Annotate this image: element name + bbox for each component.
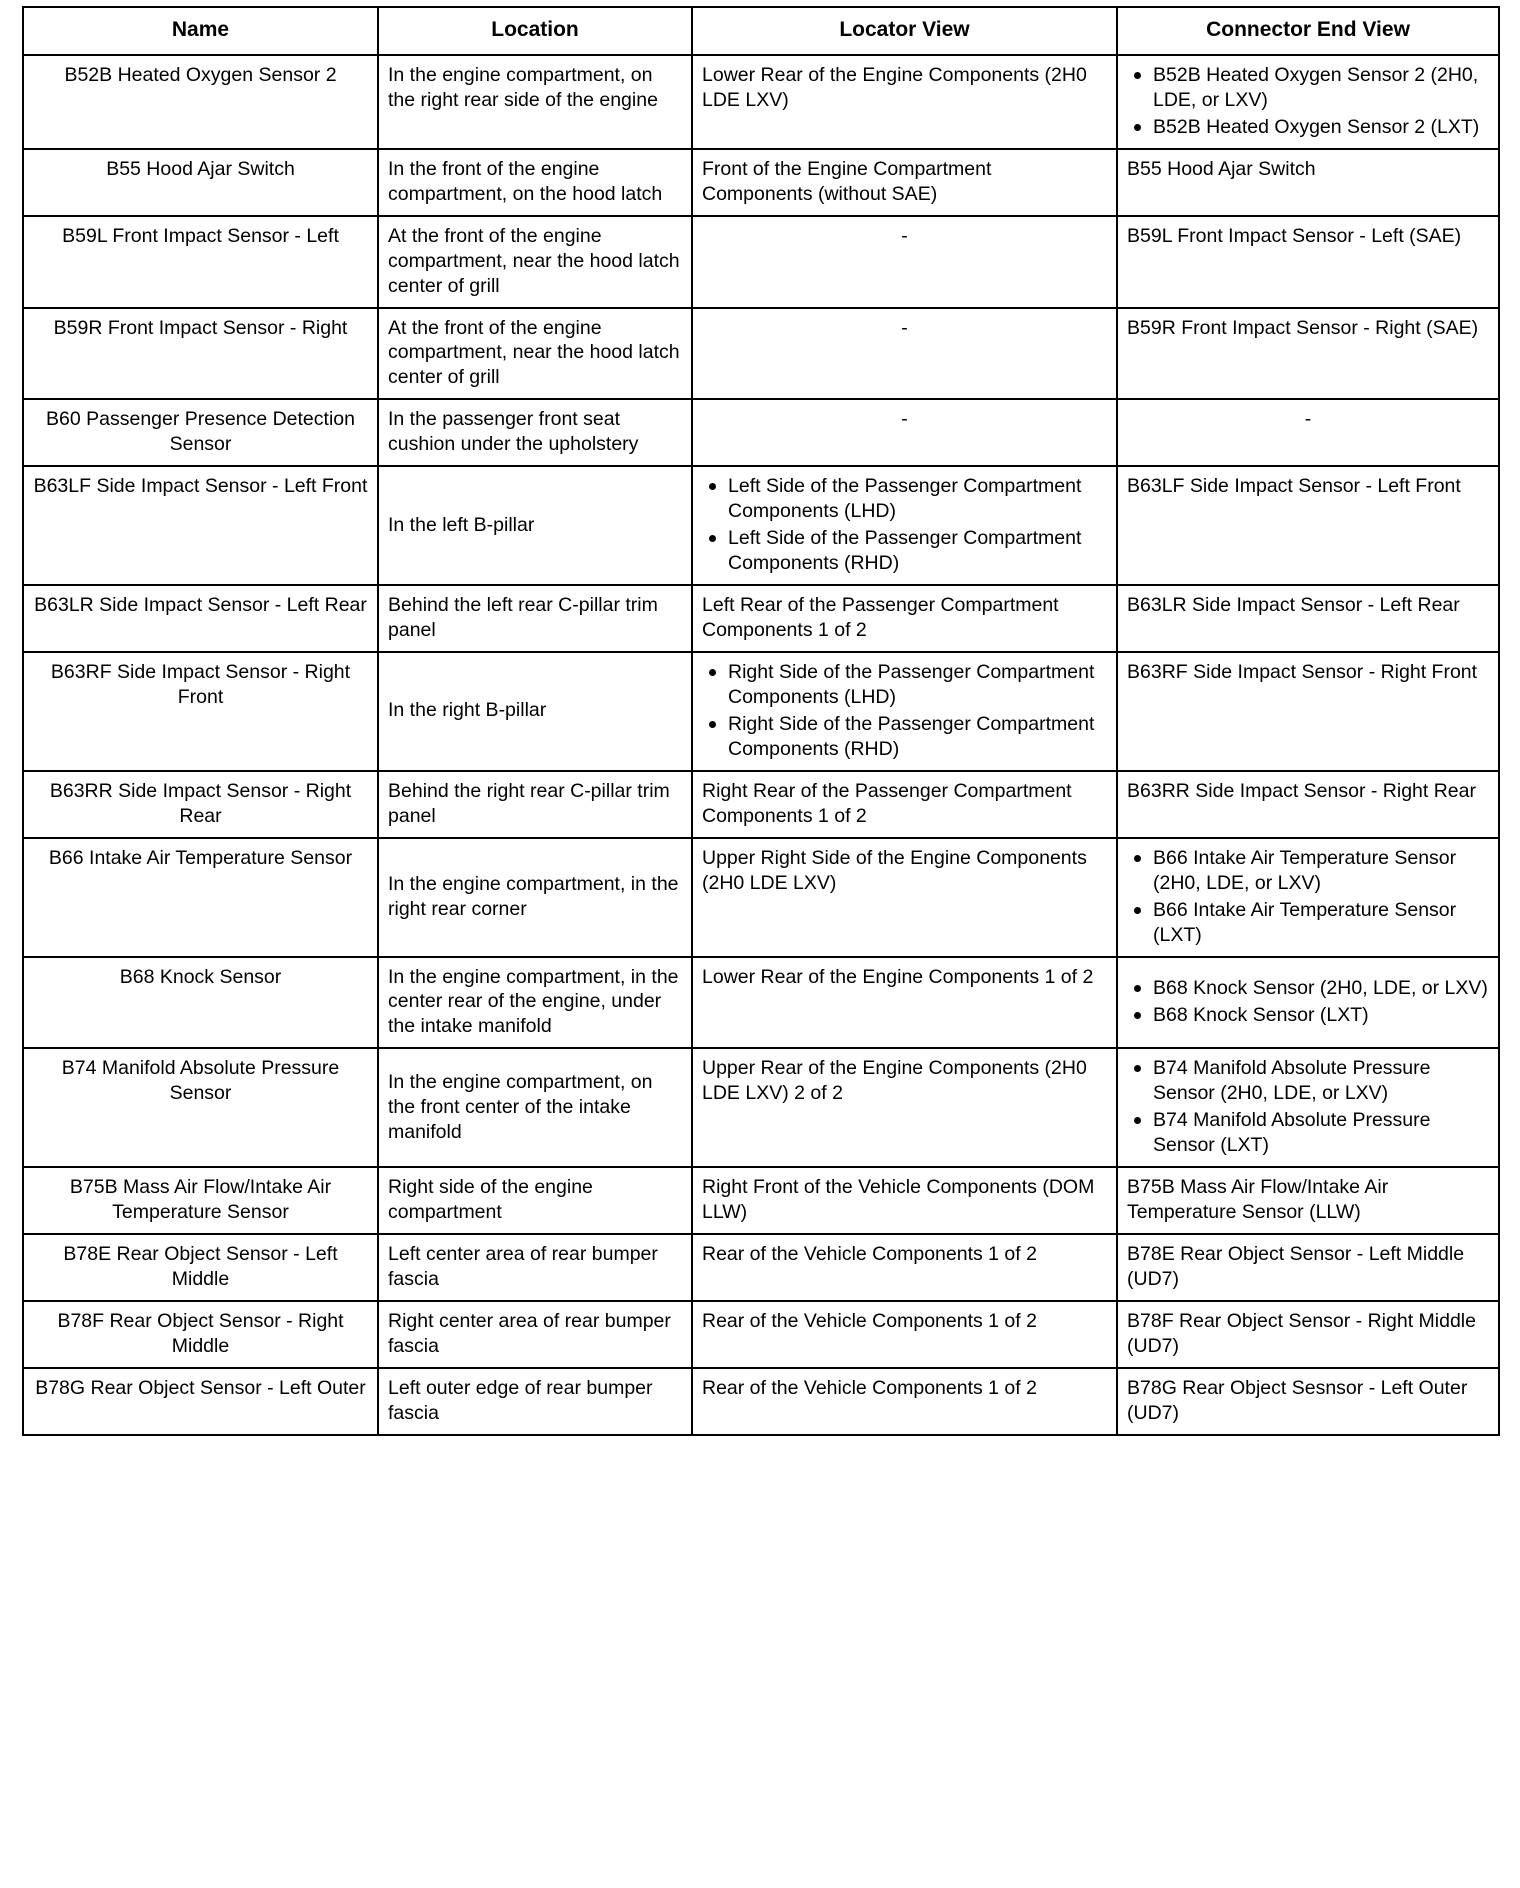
table-row — [23, 838, 1499, 957]
table-row — [23, 957, 1499, 1049]
list-item: B52B Heated Oxygen Sensor 2 (2H0, LDE, or LXV) — [1153, 63, 1489, 113]
cell-name: B59L Front Impact Sensor - Left — [23, 216, 378, 308]
cell-name: B75B Mass Air Flow/Intake Air Temperature Sensor — [23, 1167, 378, 1234]
cell-name: B55 Hood Ajar Switch — [23, 149, 378, 216]
cell-locator-view: Lower Rear of the Engine Components (2H0 LDE LXV) — [692, 55, 1117, 149]
connector-list — [1127, 976, 1489, 1028]
table-body — [23, 55, 1499, 1435]
list-item: B68 Knock Sensor (2H0, LDE, or LXV) — [1153, 976, 1488, 999]
cell-name: B78G Rear Object Sensor - Left Outer — [23, 1368, 378, 1435]
cell-location: Left outer edge of rear bumper fascia — [378, 1368, 692, 1435]
table-row — [23, 652, 1499, 771]
cell-connector-end-view: B55 Hood Ajar Switch — [1117, 149, 1499, 216]
cell-name: B74 Manifold Absolute Pressure Sensor — [23, 1048, 378, 1167]
list-item: Left Side of the Passenger Compartment Components (LHD) — [728, 474, 1107, 524]
cell-location: In the right B-pillar — [378, 652, 692, 771]
table-row — [23, 399, 1499, 466]
table-row — [23, 1301, 1499, 1368]
cell-location: In the engine compartment, in the right rear corner — [378, 838, 692, 957]
table-row — [23, 149, 1499, 216]
cell-locator-view: Rear of the Vehicle Components 1 of 2 — [692, 1234, 1117, 1301]
table-row — [23, 308, 1499, 400]
cell-connector-end-view: B63LR Side Impact Sensor - Left Rear — [1117, 585, 1499, 652]
cell-name: B78E Rear Object Sensor - Left Middle — [23, 1234, 378, 1301]
cell-connector-end-view: B75B Mass Air Flow/Intake Air Temperature Sensor (LLW) — [1117, 1167, 1499, 1234]
cell-connector-end-view — [1117, 1048, 1499, 1167]
table-row — [23, 585, 1499, 652]
cell-locator-view — [692, 466, 1117, 585]
cell-locator-view: Right Front of the Vehicle Components (DOM LLW) — [692, 1167, 1117, 1234]
cell-name: B63RF Side Impact Sensor - Right Front — [23, 652, 378, 771]
cell-locator-view: - — [692, 308, 1117, 400]
cell-connector-end-view — [1117, 55, 1499, 149]
cell-locator-view: Upper Right Side of the Engine Components (2H0 LDE LXV) — [692, 838, 1117, 957]
cell-location: At the front of the engine compartment, near the hood latch center of grill — [378, 308, 692, 400]
cell-location: In the passenger front seat cushion under the upholstery — [378, 399, 692, 466]
cell-connector-end-view: B63LF Side Impact Sensor - Left Front — [1117, 466, 1499, 585]
table-header — [23, 7, 1499, 55]
header-row — [23, 7, 1499, 55]
cell-locator-view: Rear of the Vehicle Components 1 of 2 — [692, 1368, 1117, 1435]
cell-connector-end-view: B78G Rear Object Sesnsor - Left Outer (UD7) — [1117, 1368, 1499, 1435]
list-item: Right Side of the Passenger Compartment Components (RHD) — [728, 712, 1107, 762]
cell-name: B60 Passenger Presence Detection Sensor — [23, 399, 378, 466]
cell-name: B52B Heated Oxygen Sensor 2 — [23, 55, 378, 149]
cell-locator-view: Left Rear of the Passenger Compartment Components 1 of 2 — [692, 585, 1117, 652]
list-item: B68 Knock Sensor (LXT) — [1153, 1003, 1489, 1028]
cell-name: B66 Intake Air Temperature Sensor — [23, 838, 378, 957]
table-row — [23, 216, 1499, 308]
cell-locator-view: - — [692, 399, 1117, 466]
list-item: Right Side of the Passenger Compartment Components (LHD) — [728, 660, 1107, 710]
cell-name: B78F Rear Object Sensor - Right Middle — [23, 1301, 378, 1368]
cell-locator-view: Right Rear of the Passenger Compartment Components 1 of 2 — [692, 771, 1117, 838]
list-item: B66 Intake Air Temperature Sensor (2H0, LDE, or LXV) — [1153, 846, 1489, 896]
cell-location: Behind the right rear C-pillar trim panel — [378, 771, 692, 838]
column-header-locator-view: Locator View — [692, 7, 1117, 55]
table-row — [23, 1167, 1499, 1234]
locator-list — [702, 660, 1107, 762]
list-item: B52B Heated Oxygen Sensor 2 (LXT) — [1153, 115, 1489, 140]
list-item: B66 Intake Air Temperature Sensor (LXT) — [1153, 898, 1489, 948]
locator-list — [702, 474, 1107, 576]
cell-locator-view: Lower Rear of the Engine Components 1 of 2 — [692, 957, 1117, 1049]
table-row — [23, 771, 1499, 838]
cell-connector-end-view: B78E Rear Object Sensor - Left Middle (UD7) — [1117, 1234, 1499, 1301]
cell-locator-view: - — [692, 216, 1117, 308]
cell-name: B68 Knock Sensor — [23, 957, 378, 1049]
cell-locator-view: Upper Rear of the Engine Components (2H0 LDE LXV) 2 of 2 — [692, 1048, 1117, 1167]
list-item: B74 Manifold Absolute Pressure Sensor (2H0, LDE, or LXV) — [1153, 1056, 1489, 1106]
cell-location: In the left B-pillar — [378, 466, 692, 585]
connector-reference-table — [22, 6, 1500, 1436]
cell-connector-end-view: B59L Front Impact Sensor - Left (SAE) — [1117, 216, 1499, 308]
cell-connector-end-view: - — [1117, 399, 1499, 466]
cell-connector-end-view — [1117, 838, 1499, 957]
cell-locator-view — [692, 652, 1117, 771]
connector-list — [1127, 846, 1489, 948]
cell-name: B63LR Side Impact Sensor - Left Rear — [23, 585, 378, 652]
cell-location: In the engine compartment, on the front center of the intake manifold — [378, 1048, 692, 1167]
connector-list — [1127, 63, 1489, 140]
cell-locator-view: Front of the Engine Compartment Components (without SAE) — [692, 149, 1117, 216]
cell-connector-end-view: B78F Rear Object Sensor - Right Middle (UD7) — [1117, 1301, 1499, 1368]
cell-connector-end-view: B63RF Side Impact Sensor - Right Front — [1117, 652, 1499, 771]
cell-location: Left center area of rear bumper fascia — [378, 1234, 692, 1301]
table-row — [23, 1048, 1499, 1167]
connector-list — [1127, 1056, 1489, 1158]
table-row — [23, 466, 1499, 585]
cell-location: At the front of the engine compartment, near the hood latch center of grill — [378, 216, 692, 308]
table-row — [23, 1234, 1499, 1301]
list-item: Left Side of the Passenger Compartment Components (RHD) — [728, 526, 1107, 576]
table-row — [23, 1368, 1499, 1435]
cell-connector-end-view: B59R Front Impact Sensor - Right (SAE) — [1117, 308, 1499, 400]
list-item: B74 Manifold Absolute Pressure Sensor (LXT) — [1153, 1108, 1489, 1158]
cell-connector-end-view: B63RR Side Impact Sensor - Right Rear — [1117, 771, 1499, 838]
cell-location: In the engine compartment, in the center rear of the engine, under the intake manifold — [378, 957, 692, 1049]
cell-name: B63LF Side Impact Sensor - Left Front — [23, 466, 378, 585]
cell-location: In the front of the engine compartment, on the hood latch — [378, 149, 692, 216]
cell-locator-view: Rear of the Vehicle Components 1 of 2 — [692, 1301, 1117, 1368]
cell-name: B59R Front Impact Sensor - Right — [23, 308, 378, 400]
column-header-location: Location — [378, 7, 692, 55]
table-row — [23, 55, 1499, 149]
column-header-name: Name — [23, 7, 378, 55]
column-header-connector-end-view: Connector End View — [1117, 7, 1499, 55]
cell-name: B63RR Side Impact Sensor - Right Rear — [23, 771, 378, 838]
cell-location: Right side of the engine compartment — [378, 1167, 692, 1234]
cell-location: In the engine compartment, on the right rear side of the engine — [378, 55, 692, 149]
cell-location: Behind the left rear C-pillar trim panel — [378, 585, 692, 652]
cell-connector-end-view — [1117, 957, 1499, 1049]
cell-location: Right center area of rear bumper fascia — [378, 1301, 692, 1368]
